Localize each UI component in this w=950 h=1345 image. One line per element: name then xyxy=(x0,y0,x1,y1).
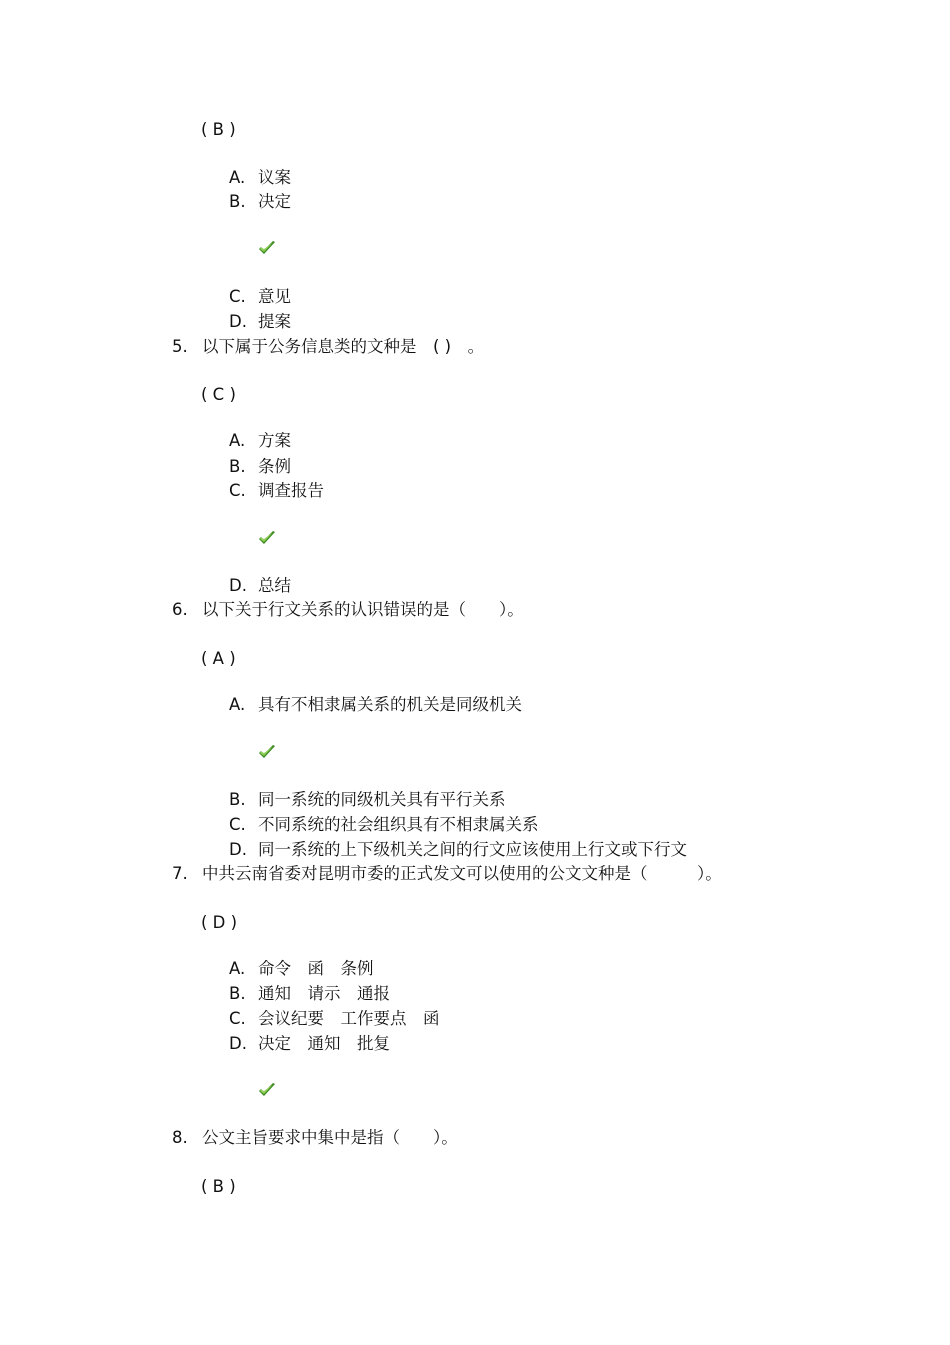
q7-option-c-letter: C. xyxy=(229,1009,246,1028)
q5-option-c-letter: C. xyxy=(229,481,246,500)
q6-text: 以下关于行文关系的认识错误的是（ ）。 xyxy=(202,600,524,619)
q7-number: 7. xyxy=(172,864,188,883)
q7-option-a-letter: A. xyxy=(229,959,246,978)
q5-answer: ( C ) xyxy=(201,385,236,404)
q6-option-d-letter: D. xyxy=(229,840,247,859)
q5-option-d-text: 总结 xyxy=(258,576,291,595)
q6-answer: ( A ) xyxy=(201,649,236,668)
q4-option-d-letter: D. xyxy=(229,312,247,331)
q4-option-c-letter: C. xyxy=(229,287,246,306)
q4-option-c-text: 意见 xyxy=(258,287,291,306)
q5-option-b-text: 条例 xyxy=(258,457,291,476)
q5-option-d-letter: D. xyxy=(229,576,247,595)
check-icon xyxy=(258,530,276,546)
q4-option-b-letter: B. xyxy=(229,192,246,211)
q7-option-b-letter: B. xyxy=(229,984,246,1003)
q7-option-a-text: 命令 函 条例 xyxy=(258,959,374,978)
q5-option-a-text: 方案 xyxy=(258,431,291,450)
q5-option-b-letter: B. xyxy=(229,457,246,476)
q4-answer: ( B ) xyxy=(201,120,236,139)
q6-option-a-letter: A. xyxy=(229,695,246,714)
q7-option-d-letter: D. xyxy=(229,1034,247,1053)
q8-answer: ( B ) xyxy=(201,1177,236,1196)
q8-number: 8. xyxy=(172,1128,188,1147)
q6-option-c-letter: C. xyxy=(229,815,246,834)
q5-option-c-text: 调查报告 xyxy=(258,481,324,500)
q7-option-b-text: 通知 请示 通报 xyxy=(258,984,390,1003)
q6-option-b-text: 同一系统的同级机关具有平行关系 xyxy=(258,790,506,809)
q6-option-c-text: 不同系统的社会组织具有不相隶属关系 xyxy=(258,815,539,834)
q5-option-a-letter: A. xyxy=(229,431,246,450)
q4-option-a-letter: A. xyxy=(229,168,246,187)
q6-number: 6. xyxy=(172,600,188,619)
q4-option-a-text: 议案 xyxy=(258,168,291,187)
q4-option-d-text: 提案 xyxy=(258,312,291,331)
q6-option-a-text: 具有不相隶属关系的机关是同级机关 xyxy=(258,695,522,714)
q5-number: 5. xyxy=(172,337,188,356)
q6-option-b-letter: B. xyxy=(229,790,246,809)
q8-text: 公文主旨要求中集中是指（ ）。 xyxy=(202,1128,458,1147)
check-icon xyxy=(258,240,276,256)
q6-option-d-text: 同一系统的上下级机关之间的行文应该使用上行文或下行文 xyxy=(258,840,687,859)
q7-option-c-text: 会议纪要 工作要点 函 xyxy=(258,1009,440,1028)
check-icon xyxy=(258,744,276,760)
q4-option-b-text: 决定 xyxy=(258,192,291,211)
q7-option-d-text: 决定 通知 批复 xyxy=(258,1034,390,1053)
q7-answer: ( D ) xyxy=(201,913,238,932)
check-icon xyxy=(258,1082,276,1098)
q5-text: 以下属于公务信息类的文种是 ( ) 。 xyxy=(202,337,485,356)
q7-text: 中共云南省委对昆明市委的正式发文可以使用的公文文种是（ ）。 xyxy=(202,864,722,883)
